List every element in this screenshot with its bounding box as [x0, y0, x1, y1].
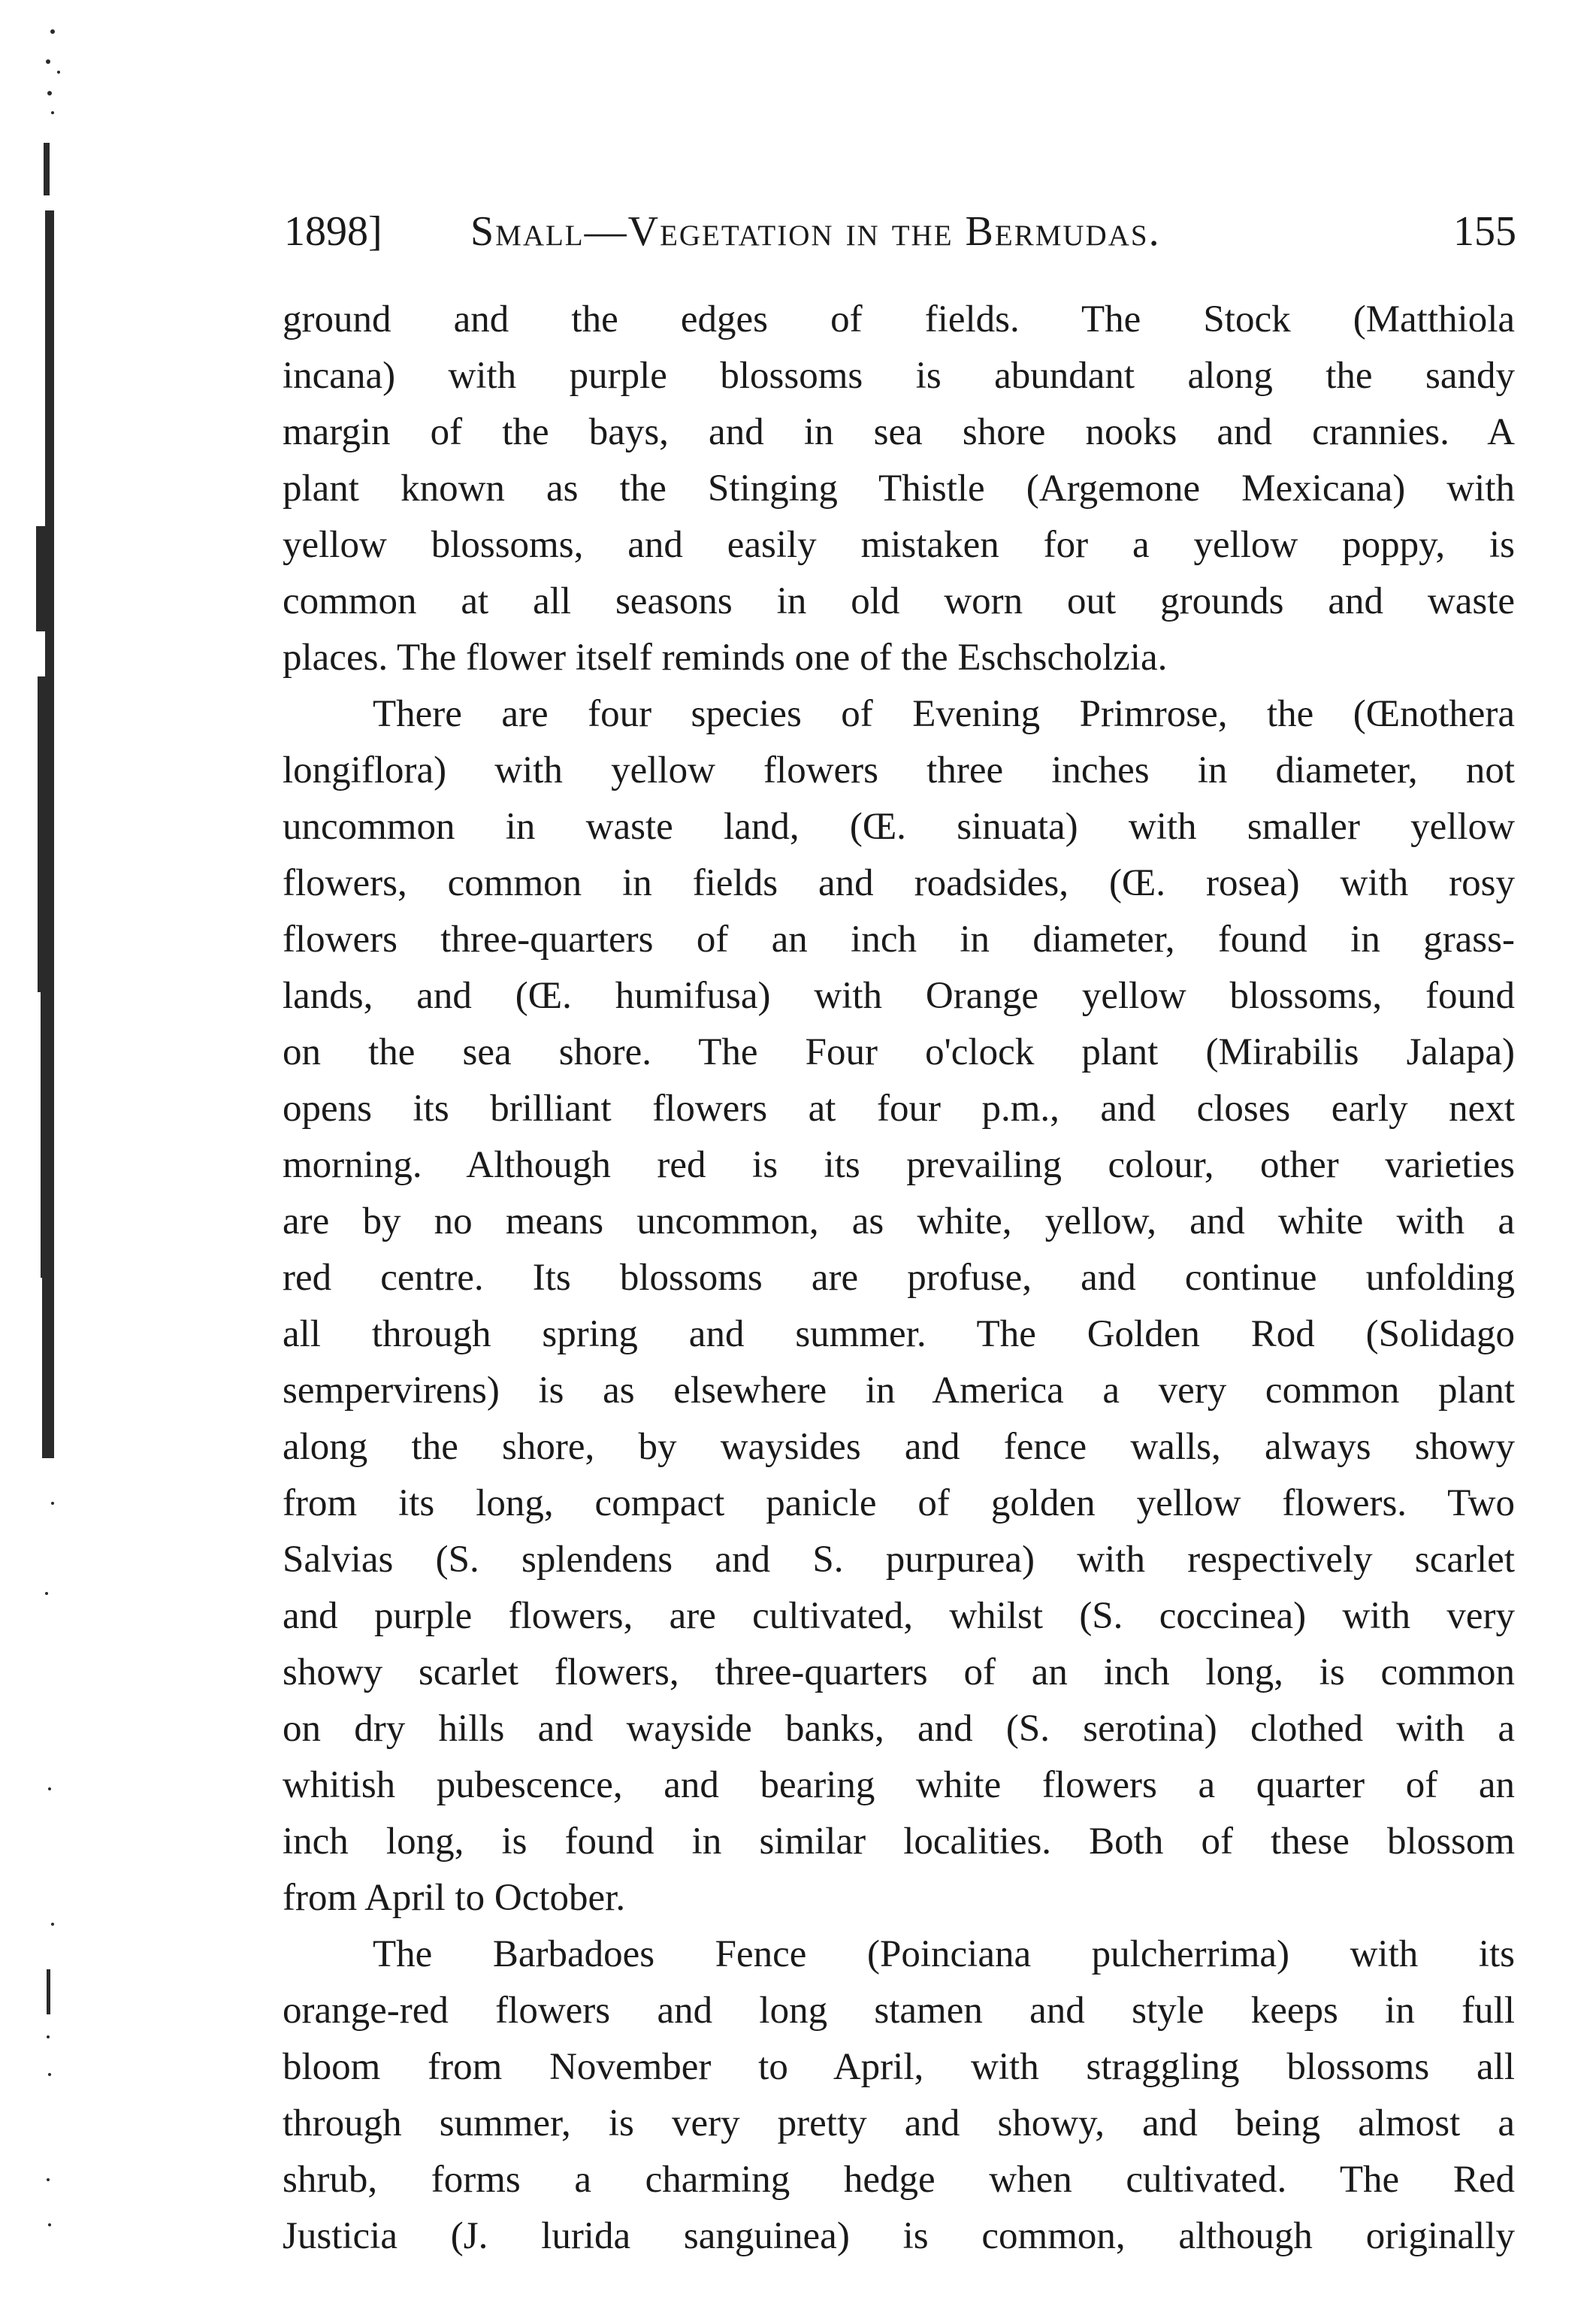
text-line: common at all seasons in old worn out grounds and waste [283, 580, 1515, 622]
text-line: uncommon in waste land, (Œ. sinuata) with smaller yellow [283, 806, 1515, 848]
text-line: red centre. Its blossoms are profuse, and continue unfolding [283, 1257, 1515, 1299]
text-line: longiflora) with yellow flowers three inches in diameter, not [283, 749, 1515, 791]
text-line: There are four species of Evening Primrose, the (Œnothera [373, 693, 1515, 735]
text-line: inch long, is found in similar localities. Both of these blossom [283, 1820, 1515, 1863]
text-line: from April to October. [283, 1877, 626, 1919]
text-line: shrub, forms a charming hedge when cultivated. The Red [283, 2159, 1515, 2201]
text-line: whitish pubescence, and bearing white flowers a quarter of an [283, 1764, 1515, 1806]
running-header [284, 201, 1516, 262]
text-line: sempervirens) is as elsewhere in America a very common plant [283, 1369, 1515, 1412]
text-line: The Barbadoes Fence (Poinciana pulcherrima) with its [373, 1933, 1515, 1975]
text-line: and purple flowers, are cultivated, whilst (S. coccinea) with very [283, 1595, 1515, 1637]
text-line: through summer, is very pretty and showy, and being almost a [283, 2102, 1515, 2144]
text-line: flowers three-quarters of an inch in diameter, found in grass- [283, 918, 1515, 961]
text-line: Justicia (J. lurida sanguinea) is common, although originally [283, 2215, 1515, 2257]
running-title: Small—Vegetation in the Bermudas. [470, 208, 1161, 255]
text-line: ground and the edges of fields. The Stock (Matthiola [283, 298, 1515, 340]
text-line: lands, and (Œ. humifusa) with Orange yellow blossoms, found [283, 975, 1515, 1017]
text-line: flowers, common in fields and roadsides, (Œ. rosea) with rosy [283, 862, 1515, 904]
text-line: orange-red flowers and long stamen and style keeps in full [283, 1990, 1515, 2032]
scanned-binding-edge [0, 0, 60, 2300]
text-line: from its long, compact panicle of golden yellow flowers. Two [283, 1482, 1515, 1524]
text-line: plant known as the Stinging Thistle (Argemone Mexicana) with [283, 468, 1515, 510]
text-line: are by no means uncommon, as white, yellow, and white with a [283, 1200, 1515, 1242]
text-line: morning. Although red is its prevailing colour, other varieties [283, 1144, 1515, 1186]
text-line: yellow blossoms, and easily mistaken for a yellow poppy, is [283, 524, 1515, 566]
text-line: Salvias (S. splendens and S. purpurea) with respectively scarlet [283, 1539, 1515, 1581]
body-text [283, 292, 1515, 2265]
text-line: bloom from November to April, with straggling blossoms all [283, 2046, 1515, 2088]
text-line: places. The flower itself reminds one of the Eschscholzia. [283, 637, 1168, 679]
header-year: 1898] [284, 208, 382, 255]
text-line: margin of the bays, and in sea shore nooks and crannies. A [283, 411, 1515, 453]
text-line: on the sea shore. The Four o'clock plant (Mirabilis Jalapa) [283, 1031, 1515, 1073]
text-line: incana) with purple blossoms is abundant along the sandy [283, 355, 1515, 397]
text-line: on dry hills and wayside banks, and (S. serotina) clothed with a [283, 1708, 1515, 1750]
text-line: along the shore, by waysides and fence walls, always showy [283, 1426, 1515, 1468]
text-line: opens its brilliant flowers at four p.m., and closes early next [283, 1088, 1515, 1130]
text-line: all through spring and summer. The Golden Rod (Solidago [283, 1313, 1515, 1355]
text-line: showy scarlet flowers, three-quarters of an inch long, is common [283, 1651, 1515, 1693]
page-number: 155 [1453, 208, 1516, 255]
